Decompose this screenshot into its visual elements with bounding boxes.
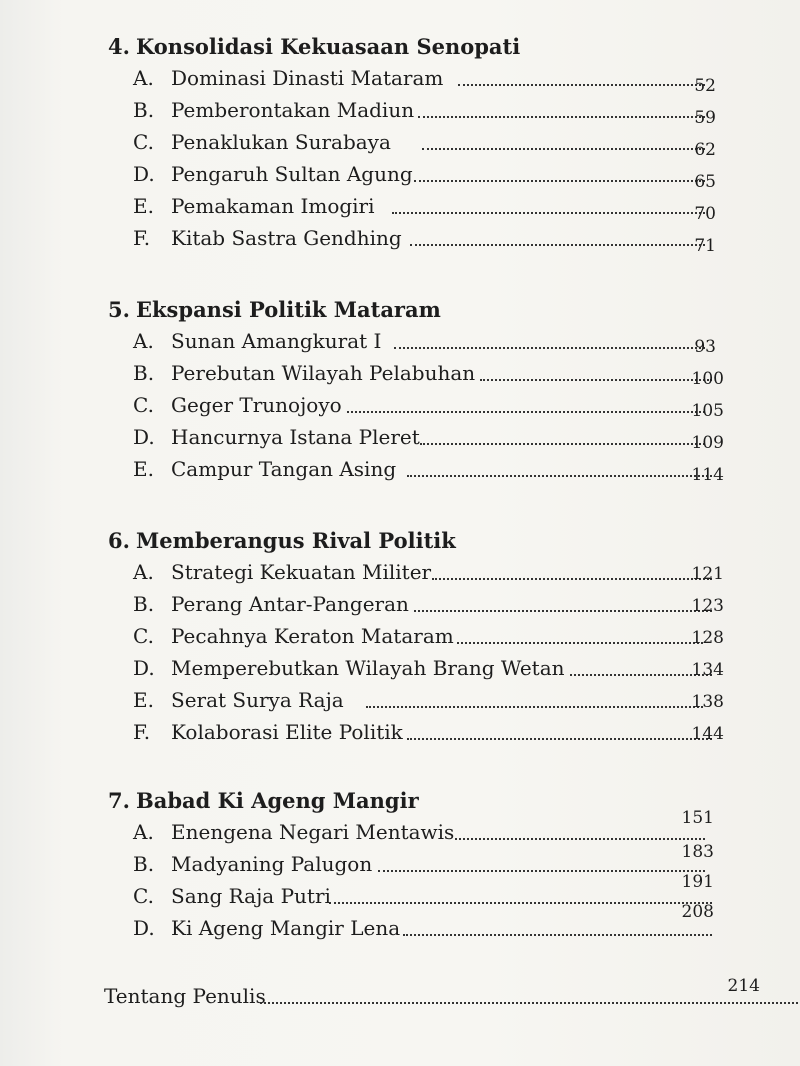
dot-leader xyxy=(418,116,705,118)
chapter-title-text: Konsolidasi Kekuasaan Senopati xyxy=(136,34,521,59)
entry-page-number: 123 xyxy=(691,596,724,616)
toc-entry xyxy=(133,226,753,256)
entry-label: Perebutan Wilayah Pelabuhan xyxy=(171,361,476,385)
entry-label: Sang Raja Putri xyxy=(171,884,331,908)
entry-letter: C. xyxy=(133,393,154,417)
entry-page-number: 151 xyxy=(681,808,714,828)
entry-label: Dominasi Dinasti Mataram xyxy=(171,66,444,90)
toc-entry xyxy=(133,624,753,654)
toc-entry xyxy=(133,425,753,455)
chapter-title-text: Babad Ki Ageng Mangir xyxy=(136,788,419,813)
toc-entry xyxy=(133,560,753,590)
entry-label: Pemberontakan Madiun xyxy=(171,98,415,122)
entry-letter: B. xyxy=(133,98,155,122)
toc-entry xyxy=(133,457,753,487)
toc-entry xyxy=(133,688,753,718)
toc-entry xyxy=(133,98,753,128)
dot-leader xyxy=(366,706,703,708)
dot-leader xyxy=(260,1002,800,1004)
toc-entry xyxy=(133,329,753,359)
toc-entry xyxy=(133,808,753,850)
entry-label: Hancurnya Istana Pleret xyxy=(171,425,420,449)
entry-letter: E. xyxy=(133,457,154,481)
entry-letter: C. xyxy=(133,130,154,154)
dot-leader xyxy=(432,578,712,580)
author-entry xyxy=(104,976,760,1014)
entry-label: Kitab Sastra Gendhing xyxy=(171,226,402,250)
entry-label: Ki Ageng Mangir Lena xyxy=(171,916,401,940)
toc-entry xyxy=(133,902,753,946)
dot-leader xyxy=(420,443,705,445)
dot-leader xyxy=(407,738,712,740)
entry-label: Enengena Negari Mentawis xyxy=(171,820,455,844)
entry-label: Campur Tangan Asing xyxy=(171,457,397,481)
entry-page-number: 208 xyxy=(681,902,714,922)
entry-page-number: 144 xyxy=(691,724,724,744)
entry-page-number: 71 xyxy=(694,236,716,256)
entry-page-number: 128 xyxy=(691,628,724,648)
entry-page-number: 105 xyxy=(691,401,724,421)
entry-label: Serat Surya Raja xyxy=(171,688,344,712)
toc-entry xyxy=(133,162,753,192)
dot-leader xyxy=(422,148,705,150)
toc-entry xyxy=(133,592,753,622)
entry-label: Perang Antar-Pangeran xyxy=(171,592,409,616)
dot-leader xyxy=(392,212,705,214)
entry-label: Sunan Amangkurat I xyxy=(171,329,382,353)
chapter-title-text: Memberangus Rival Politik xyxy=(136,528,456,553)
toc-entry xyxy=(133,194,753,224)
entry-page-number: 65 xyxy=(694,172,716,192)
entry-page-number: 62 xyxy=(694,140,716,160)
author-page-number: 214 xyxy=(727,976,760,996)
dot-leader xyxy=(347,411,705,413)
entry-page-number: 59 xyxy=(694,108,716,128)
author-label: Tentang Penulis xyxy=(104,984,266,1008)
entry-page-number: 70 xyxy=(694,204,716,224)
entry-letter: B. xyxy=(133,361,155,385)
dot-leader xyxy=(394,347,705,349)
entry-letter: C. xyxy=(133,884,154,908)
entry-page-number: 109 xyxy=(691,433,724,453)
toc-entry xyxy=(133,656,753,686)
entry-letter: D. xyxy=(133,162,155,186)
entry-page-number: 121 xyxy=(691,564,724,584)
toc-entry xyxy=(133,842,753,882)
entry-letter: A. xyxy=(133,820,154,844)
entry-label: Geger Trunojoyo xyxy=(171,393,342,417)
entry-label: Pemakaman Imogiri xyxy=(171,194,375,218)
dot-leader xyxy=(414,180,705,182)
entry-letter: E. xyxy=(133,194,154,218)
chapter-number: 5. xyxy=(108,297,130,322)
toc-entry xyxy=(133,66,753,96)
chapter-number: 4. xyxy=(108,34,130,59)
dot-leader xyxy=(455,838,705,840)
entry-letter: A. xyxy=(133,560,154,584)
dot-leader xyxy=(407,475,712,477)
dot-leader xyxy=(329,902,712,904)
dot-leader xyxy=(414,610,712,612)
entry-label: Madyaning Palugon xyxy=(171,852,373,876)
entry-page-number: 134 xyxy=(691,660,724,680)
entry-label: Pecahnya Keraton Mataram xyxy=(171,624,454,648)
entry-page-number: 191 xyxy=(681,872,714,892)
entry-letter: C. xyxy=(133,624,154,648)
entry-page-number: 183 xyxy=(681,842,714,862)
entry-letter: A. xyxy=(133,329,154,353)
entry-letter: D. xyxy=(133,425,155,449)
entry-label: Kolaborasi Elite Politik xyxy=(171,720,403,744)
dot-leader xyxy=(457,642,703,644)
entry-letter: B. xyxy=(133,592,155,616)
chapter-number: 6. xyxy=(108,528,130,553)
entry-letter: E. xyxy=(133,688,154,712)
toc-entry xyxy=(133,872,753,914)
toc-entry xyxy=(133,720,753,750)
entry-page-number: 52 xyxy=(694,76,716,96)
entry-page-number: 100 xyxy=(691,369,724,389)
chapter-title xyxy=(108,788,419,813)
entry-label: Pengaruh Sultan Agung xyxy=(171,162,413,186)
entry-letter: D. xyxy=(133,656,155,680)
chapter-title xyxy=(108,297,441,322)
entry-page-number: 138 xyxy=(691,692,724,712)
entry-letter: D. xyxy=(133,916,155,940)
entry-page-number: 93 xyxy=(694,337,716,357)
entry-letter: A. xyxy=(133,66,154,90)
entry-label: Strategi Kekuatan Militer xyxy=(171,560,432,584)
entry-label: Penaklukan Surabaya xyxy=(171,130,391,154)
entry-letter: B. xyxy=(133,852,155,876)
toc-entry xyxy=(133,361,753,391)
entry-letter: F. xyxy=(133,226,151,250)
entry-page-number: 114 xyxy=(691,465,724,485)
chapter-title xyxy=(108,34,520,59)
chapter-title-text: Ekspansi Politik Mataram xyxy=(136,297,441,322)
toc-entry xyxy=(133,393,753,423)
dot-leader xyxy=(378,870,705,872)
dot-leader xyxy=(403,934,712,936)
entry-label: Memperebutkan Wilayah Brang Wetan xyxy=(171,656,565,680)
chapter-title xyxy=(108,528,456,553)
toc-entry xyxy=(133,130,753,160)
entry-letter: F. xyxy=(133,720,151,744)
dot-leader xyxy=(410,244,705,246)
chapter-number: 7. xyxy=(108,788,130,813)
